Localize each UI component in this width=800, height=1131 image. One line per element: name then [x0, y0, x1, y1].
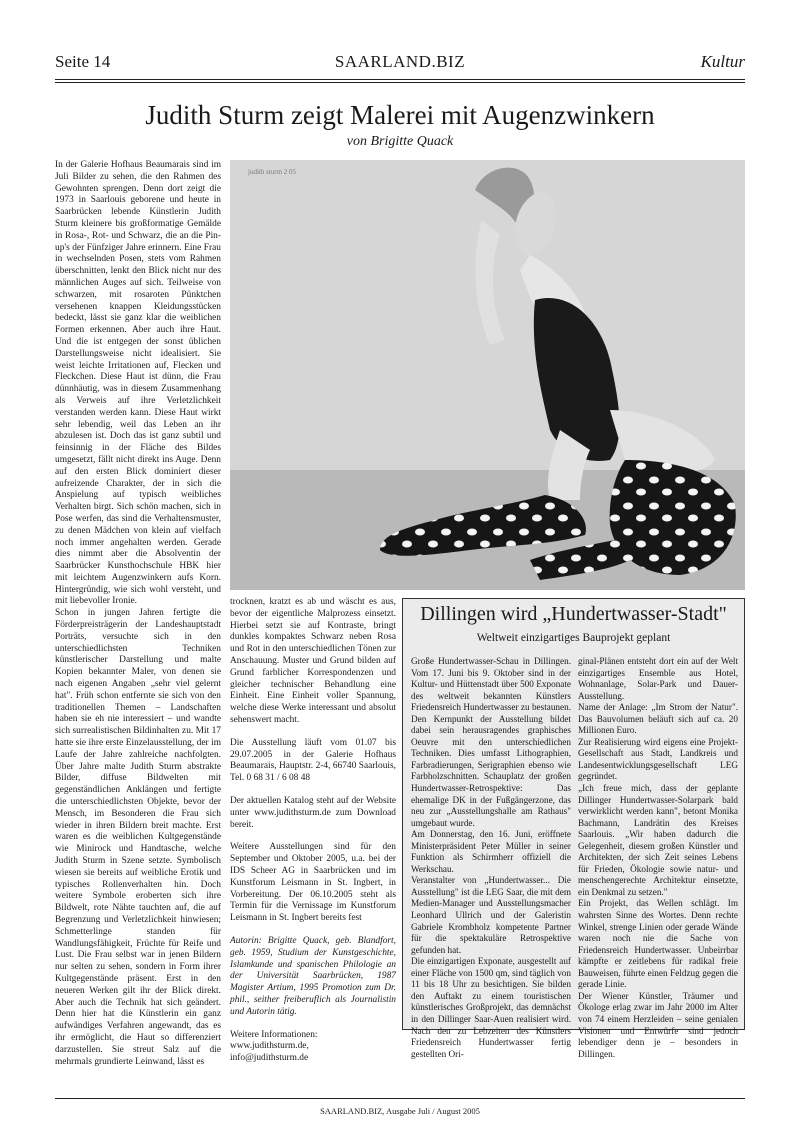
box-headline: Dillingen wird „Hundertwasser-Stadt" [420, 603, 727, 625]
article-byline: von Brigitte Quack [346, 134, 454, 149]
box-subtitle: Weltweit einzigartiges Bauprojekt geplant [476, 632, 671, 644]
painting-signature: judith sturm 2 05 [248, 168, 297, 176]
paragraph: Am Donnerstag, den 16. Juni, eröffnete Ministerpräsident Peter Müller in seiner Funktion als Schirmherr offiziell die Werkschau. [411, 829, 571, 874]
paragraph: Die einzigartigen Exponate, ausgestellt auf einer Fläche von 1500 qm, sind täglich von 11 bis 18 Uhr zu besichtigen. Sie bilden den Auftakt zu einem touristischen künstlerisches Großprojekt, das demnächst in den Dillinger Saar-Auen realisiert wird. Nach den zu Lebzeiten des Künstlers Friedensreich Hundertwasser fertig gestellten Ori- [411, 956, 571, 1059]
header-rule [55, 79, 745, 80]
article-column-2 [230, 597, 396, 1065]
article-headline: Judith Sturm zeigt Malerei mit Augenzwinkern [145, 100, 655, 130]
exhibition-info: Die Ausstellung läuft vom 01.07 bis 29.07.2005 in der Galerie Hofhaus Beaumarais, Hauptstr. 2-4, 66740 Saarlouis, Tel. 0 68 31 / 6 08 48 [230, 737, 396, 784]
paragraph: Große Hundertwasser-Schau in Dillingen. Vom 17. Juni bis 9. Oktober sind in der Kultur- und Hüttenstadt über 500 Exponate des weltweit bekannten Künstlers Friedensreich Hundertwasser zu bestaunen. Den Kernpunkt der Ausstellung bildet dabei sein herausragendes graphisches Oeuvre mit den unterschiedlichen Techniken. Dies umfasst Lithographien, Farbradierungen, Serigraphien ebenso wie Farbholzschnitten. Schauplatz der großen Hundertwasser-Retrospektive: Das ehemalige DK in der Fußgängerzone, das neu zur „Ausstellungshalle am Rathaus" umgebaut wurde. [411, 656, 571, 828]
email-link[interactable]: info@judithsturm.de [230, 1053, 309, 1064]
paragraph: „Ich freue mich, dass der geplante Dillinger Hundertwasser-Solarpark bald verwirklicht werden kann", betont Monika Bachmann, Landrätin des Kreises Saarlouis. „Wir haben dadurch die Gelegenheit, diesem großen Künstler und Architekten, der sich Zeit seines Lebens für Frieden, Ökologie sowie natur- und menschengerechte Architektur einsetzte, ein Denkmal zu setzen." [578, 783, 738, 897]
paragraph: Der Wiener Künstler, Träumer und Ökologe erlag zwar im Jahr 2000 im Alter von 74 einem Herzleiden – seine genialen Visionen und Entwürfe sind jedoch lebendiger denn je – besonders in Dillingen. [578, 990, 738, 1059]
publication-brand: SAARLAND.BIZ [334, 52, 466, 71]
sidebar-article-box [402, 598, 745, 1059]
paragraph: Schon in jungen Jahren fertigte die Förderpreisträgerin der Landeshauptstadt Porträts, versuchte sich in den unterschiedlichsten Techniken künstlerischer Darstellung und malte Kopien bekannter Maler, von denen sie nach eigenen Angaben „sehr viel gelernt hat". Früh schon entfernte sie sich von den traditionellen Themen – Landschaften haben sie eh nie interessiert – und wandte sich surrealistischen Bildinhalten zu. Mit 17 hatte sie ihre erste Einzelausstellung, der im Laufe der Jahre zahlreiche nachfolgten. Über Jahre malte Judith Sturm abstrakte Bilder, diffuse Bildwelten mit gegenständlichen Anklängen und fertigte die unterschiedlichsten Objekte, bevor der Mensch, im Besonderen die Frau sich wieder in ihren Bildern breit machte. Erst waren es die weiblichen Kultgegenstände wie Minirock und Handtasche, welche Judith Sturm in Szene setzte. Symbolisch wiesen sie bereits auf weibliche Erotik und typisches Rollenverhalten hin. Doch weitere Symbole eroberten sich ihre Bildwelt, rote Nähte tauchten auf, die auf Begrenzung und Verletzlichkeit hinwiesen; Schmetterlinge standen für Wandlungsfähigkeit, Früchte für Reife und Lust. Die Frau selbst war in jenen Bildern nur selten zu sehen, sondern in Form ihrer Kultgegenstände präsent. Erst in den neueren Werken gilt ihr der Blick direkt. Aber auch die Technik hat sich geändert. Denn hier hat die Künstlerin ein ganz aufwändiges Verfahren angewandt, das es ihr ermöglicht, die Haut so differenziert darzustellen. Sie streut Salz auf die mehrmals grundierte Leinwand, lässt es [55, 608, 221, 1067]
paragraph: In der Galerie Hofhaus Beaumarais sind im Juli Bilder zu sehen, die den Rahmen des Gewohnten sprengen. Denn dort zeigt die 1973 in Saarlouis geborene und heute in Saarbrücken lebende Künstlerin Judith Sturm kleinere bis großformatige Gemälde in Rosa-, Rot- und Schwarz, die an die Pin-up's der Fünfziger Jahre erinnern. Eine Frau in wechselnden Posen, stets vom Rahmen überschnitten, lenkt den Blick nicht nur des männlichen Auges auf sich. Teilweise von schwarzen, mit rosaroten Pünktchen versehenen knappen Kleidungsstücken bedeckt, lässt sie ganz klar die weiblichen Formen erkennen. Aber auch ihre Haut. Und die ist entgegen der sonst üblichen Darstellungsweise nicht idealisiert. Sie weist leichte Irritationen auf, Flecken und Fleckchen. Diese Haut ist dünn, die Frau dünnhäutig, was in diesem Zusammenhang als Verweis auf ihre Verletzlichkeit verstanden werden kann. Diese Haut wirkt sehr lebendig, weil das Leben an ihr abzulesen ist. Doch das ist ganz subtil und feinsinnig in der Fläche des Bildes umgesetzt, fällt nicht direkt ins Auge. Denn auf den ersten Blick dominiert dieser aufreizende Charakter, der in sich die Anspielung auf typisch weibliches Verhalten birgt. Sich schön machen, sich in Pose werfen, das sind die Verhaltensmuster, zu denen Mädchen von klein auf vielfach noch immer angehalten werden. Gerade dies nimmt aber die Absolventin der Saarbrücker Kunsthochschule HBK hier mit leichtem Augenzwinkern aufs Korn. Hintergründig, wie sich wohl versteht, und mit liebevoller Ironie. [55, 160, 221, 607]
paragraph: trocknen, kratzt es ab und wäscht es aus, bevor der eigentliche Malprozess einsetzt. Hierbei setzt sie auf Kontraste, bringt dunkles kompaktes Schwarz neben Rosa und Rot in den unterschiedlichen Tönen zur Anschauung. Muster und Grund bilden auf Grund farblicher Korrespondenzen und gleicher technischer Behandlung eine Einheit. Eine Einheit voller Spannung, welche diese Werke interessant und absolut sehenswert macht. [230, 597, 396, 725]
header-rule-2 [55, 82, 745, 83]
paragraph: Zur Realisierung wird eigens eine Projekt-Gesellschaft aus Stadt, Landkreis und Landesentwicklungsgesellschaft LEG gegründet. [578, 736, 738, 782]
section-name: Kultur [700, 52, 745, 71]
article-column-1 [55, 160, 221, 1068]
box-column-1 [411, 656, 571, 1060]
paragraph: Name der Anlage: „Im Strom der Natur". Das Bauvolumen beläuft sich auf ca. 20 Millionen Euro. [578, 702, 738, 736]
paragraph: ginal-Plänen entsteht dort ein auf der Welt einzigartiges Ensemble aus Hotel, Wohnanlage, Solar-Park und Dauer-Ausstellung. [578, 656, 738, 701]
paragraph: Veranstalter von „Hundertwasser... Die Ausstellung" ist die LEG Saar, die mit dem Medien-Manager und Ausstellungsmacher Leonhard Ullrich und der Galeristin Gabriele Krombholz kompetente Partner für die spektakuläre Retrospektive gefunden hat. [411, 875, 571, 955]
catalog-info: Der aktuellen Katalog steht auf der Website unter www.judithsturm.de zum Download bereit. [230, 795, 396, 830]
more-info [230, 1030, 396, 1065]
paragraph: Ein Projekt, das Wellen schlägt. Im wahrsten Sinne des Wortes. Denn rechte Winkel, strenge Linien oder gerade Wände waren noch nie die Sache von Friedensreich Hundertwasser. Unbeirrbar kämpfte er zeitlebens für radikal freie Bauweisen, führte einen Feldzug gegen die gerade Linie. [578, 898, 738, 990]
more-info-label: Weitere Informationen: [230, 1029, 318, 1040]
painting-illustration [230, 160, 745, 590]
page-footer: SAARLAND.BIZ, Ausgabe Juli / August 2005 [320, 1106, 480, 1116]
website-link[interactable]: www.judithsturm.de, [230, 1041, 309, 1052]
painting-image [230, 160, 745, 590]
page-number: Seite 14 [55, 52, 111, 71]
further-exhibitions: Weitere Ausstellungen sind für den September und Oktober 2005, u.a. bei der IDS Scheer AG in Saarbrücken und im Kunstforum Leismann in St. Ingbert, in Vorbereitung. Der 06.10.2005 steht als Termin für die Vernissage im Kunstforum Leismann in St. Ingbert bereits fest [230, 842, 396, 924]
page-header [55, 52, 745, 78]
footer-rule [55, 1098, 745, 1099]
box-column-2 [578, 656, 738, 1060]
author-note: Autorin: Brigitte Quack, geb. Blandfort, geb. 1959, Studium der Kunstgeschichte, Islamkunde und spanischen Philologie an der Universität Saarbrücken, 1987 Magister Artium, 1995 Promotion zum Dr. phil., seither freiberuflich als Journalistin und Autorin tätig. [230, 935, 396, 1017]
